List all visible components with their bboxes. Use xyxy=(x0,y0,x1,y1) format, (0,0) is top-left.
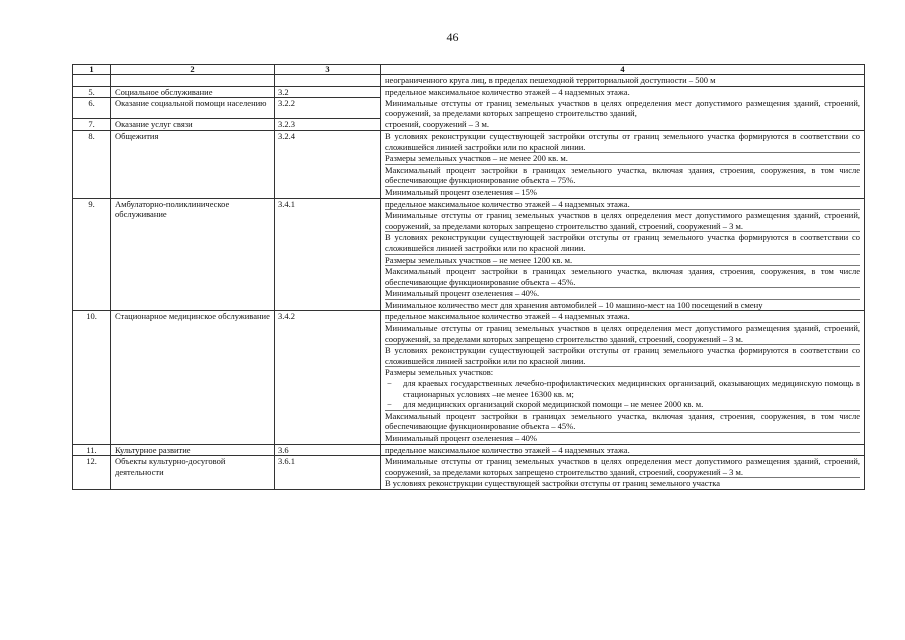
row-code xyxy=(275,75,381,87)
parameter-line: Минимальные отступы от границ земельных участков в целях определения мест допустимого размещения зданий, строений, сооружений, за пределами которых запрещено строительство зданий, строений, сооружений – 3 м. xyxy=(385,210,860,231)
table-row xyxy=(73,444,865,456)
row-number: 11. xyxy=(73,444,111,456)
row-number: 10. xyxy=(73,311,111,444)
dash-bullet: − xyxy=(387,399,392,410)
parameter-line: Размеры земельных участков – не менее 1200 кв. м. xyxy=(385,255,860,267)
col-header-parameters: 4 xyxy=(381,65,865,75)
row-code: 3.4.1 xyxy=(275,198,381,311)
row-number: 6. xyxy=(73,98,111,119)
parameter-line: В условиях реконструкции существующей застройки отступы от границ земельного участка формируются в соответствии со сложившейся линией застройки или по красной линии. xyxy=(385,130,860,152)
parameter-line: Минимальный процент озеленения – 40% xyxy=(385,433,537,443)
parameter-line: Максимальный процент застройки в границах земельного участка, включая здания, строения, сооружения, в том числе обеспечивающие функционирование объекта – 45%. xyxy=(385,410,860,432)
header-row xyxy=(73,65,865,75)
row-number: 9. xyxy=(73,198,111,311)
row-code: 3.2.2 xyxy=(275,98,381,119)
table-row xyxy=(73,98,865,119)
parameter-line: предельное максимальное количество этажей – 4 надземных этажа. xyxy=(385,311,860,323)
col-header-number: 1 xyxy=(73,65,111,75)
row-code: 3.2 xyxy=(275,86,381,98)
row-number: 5. xyxy=(73,86,111,98)
row-parameters xyxy=(381,119,865,131)
row-parameters xyxy=(381,130,865,198)
row-code: 3.2.4 xyxy=(275,130,381,198)
row-name xyxy=(111,75,275,87)
page-number: 46 xyxy=(446,30,459,44)
table-row xyxy=(73,311,865,444)
parameter-line: Максимальный процент застройки в границах земельного участка, включая здания, строения, сооружения, в том числе обеспечивающие функционирование объекта – 45%. xyxy=(385,266,860,287)
list-item-text: для медицинских организаций скорой медицинской помощи – не менее 2000 кв. м. xyxy=(403,399,704,410)
row-parameters xyxy=(381,311,865,444)
dash-bullet: − xyxy=(387,378,392,389)
table-row xyxy=(73,456,865,490)
row-name: Общежития xyxy=(111,130,275,198)
table-row xyxy=(73,86,865,98)
table-row xyxy=(73,75,865,87)
row-name: Оказание услуг связи xyxy=(111,119,275,131)
parameter-line: Размеры земельных участков – не менее 200 кв. м. xyxy=(385,153,860,165)
parameter-line: В условиях реконструкции существующей застройки отступы от границ земельного участка формируются в соответствии со сложившейся линией застройки или по красной линии. xyxy=(385,345,860,366)
parameter-line: предельное максимальное количество этажей – 4 надземных этажа. xyxy=(385,199,860,211)
parameter-line: предельное максимальное количество этажей – 4 надземных этажа. xyxy=(385,444,630,455)
sizes-title: Размеры земельных участков: xyxy=(385,367,494,378)
row-name: Объекты культурно-досуговой деятельности xyxy=(111,456,275,490)
row-code: 3.6 xyxy=(275,444,381,456)
parameter-line: Минимальное количество мест для хранения автомобилей – 10 машино-мест на 100 посещений в смену xyxy=(385,299,763,310)
parameter-line: неограниченного круга лиц, в пределах пешеходной территориальной доступности – 500 м xyxy=(385,75,716,85)
row-name: Культурное развитие xyxy=(111,444,275,456)
list-item-text: для краевых государственных лечебно-профилактических медицинских организаций, оказывающих медицинскую помощь в стационарных условиях –не менее 16300 кв. м; xyxy=(403,378,860,399)
table-row xyxy=(73,130,865,198)
parameter-line: строений, сооружений – 3 м. xyxy=(385,118,489,129)
row-parameters xyxy=(381,456,865,490)
row-parameters xyxy=(381,86,865,98)
list-item xyxy=(385,378,860,399)
row-number: 7. xyxy=(73,119,111,131)
table-row xyxy=(73,119,865,131)
parameter-line: Минимальные отступы от границ земельных участков в целях определения мест допустимого размещения зданий, строений, сооружений, за пределами которых запрещено строительство зданий, строений, сооружений – 3 м. xyxy=(385,456,860,477)
row-name: Социальное обслуживание xyxy=(111,86,275,98)
row-name: Оказание социальной помощи населению xyxy=(111,98,275,119)
row-number xyxy=(73,75,111,87)
parameter-line xyxy=(385,367,860,410)
parameter-line: Минимальный процент озеленения – 40%. xyxy=(385,288,860,300)
list-item xyxy=(385,399,860,410)
parameter-line: Максимальный процент застройки в границах земельного участка, включая здания, строения, сооружения, в том числе обеспечивающие функционирование объекта – 75%. xyxy=(385,164,860,186)
row-parameters xyxy=(381,75,865,87)
row-code: 3.4.2 xyxy=(275,311,381,444)
row-number: 12. xyxy=(73,456,111,490)
zoning-table xyxy=(72,64,865,490)
parameter-line: Минимальный процент озеленения – 15% xyxy=(385,186,537,197)
parameter-line: предельное максимальное количество этажей – 4 надземных этажа. xyxy=(385,86,630,97)
table-row xyxy=(73,198,865,311)
parameter-line: В условиях реконструкции существующей застройки отступы от границ земельного участка xyxy=(385,478,721,489)
col-header-name: 2 xyxy=(111,65,275,75)
row-number: 8. xyxy=(73,130,111,198)
parameter-line: Минимальные отступы от границ земельных участков в целях определения мест допустимого размещения зданий, строений, сооружений, за пределами которых запрещено строительство зданий, xyxy=(385,97,860,119)
row-code: 3.2.3 xyxy=(275,119,381,131)
col-header-code: 3 xyxy=(275,65,381,75)
parameter-line: В условиях реконструкции существующей застройки отступы от границ земельного участка формируются в соответствии со сложившейся линией застройки или по красной линии. xyxy=(385,232,860,253)
row-name: Стационарное медицинское обслуживание xyxy=(111,311,275,444)
row-name: Амбулаторно-поликлиническое обслуживание xyxy=(111,198,275,311)
row-parameters xyxy=(381,98,865,119)
row-parameters xyxy=(381,198,865,311)
row-code: 3.6.1 xyxy=(275,456,381,490)
parameter-line: Минимальные отступы от границ земельных участков в целях определения мест допустимого размещения зданий, строений, сооружений, за пределами которых запрещено строительство зданий, строений, сооружений – 3 м. xyxy=(385,323,860,344)
row-parameters xyxy=(381,444,865,456)
